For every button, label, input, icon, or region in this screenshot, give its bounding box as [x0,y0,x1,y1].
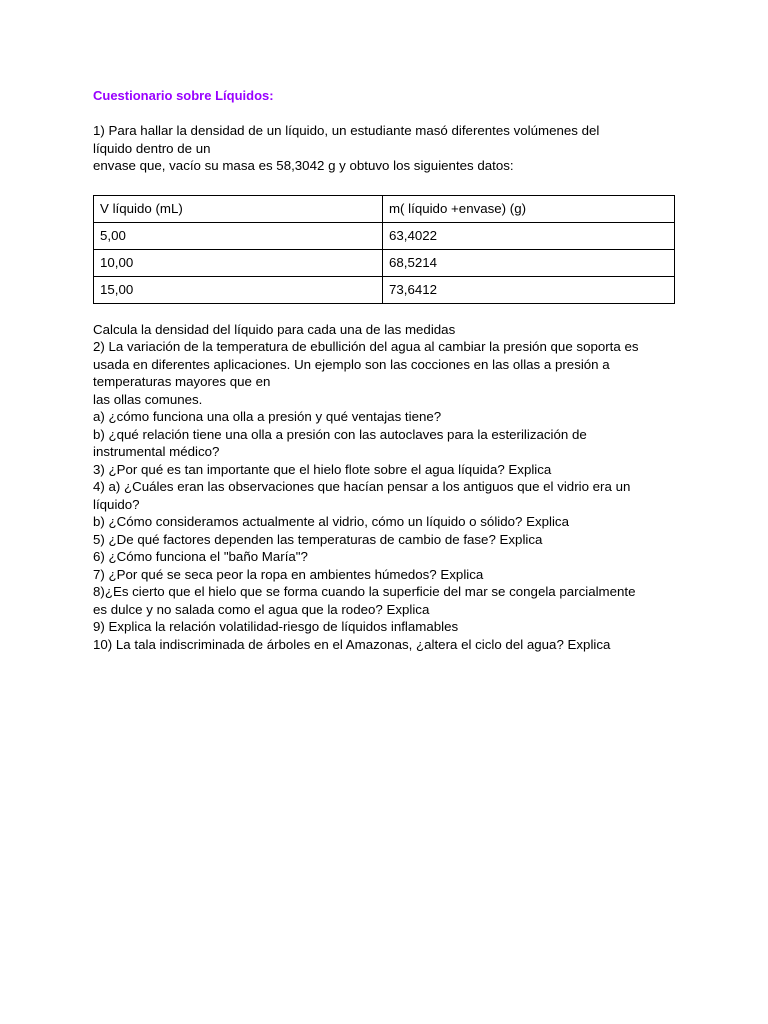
question-line: 5) ¿De qué factores dependen las temperaturas de cambio de fase? Explica [93,531,543,547]
question-line: 9) Explica la relación volatilidad-riesgo de líquidos inflamables [93,619,459,634]
cell-mass: 73,6412 [382,276,674,303]
question-line: 4) a) ¿Cuáles eran las observaciones que hacían pensar a los antiguos que el vidrio era un [93,479,631,494]
cell-mass: 68,5214 [382,249,674,276]
document-title: Cuestionario sobre Líquidos: [93,88,274,103]
question-1-intro [93,122,683,175]
table-row [94,222,675,249]
question-line: temperaturas mayores que en [93,374,271,389]
question-line: 6) ¿Cómo funciona el "baño María"? [93,549,308,564]
cell-volume: 15,00 [94,276,383,303]
question-line: es dulce y no salada como el agua que la rodeo? Explica [93,601,430,617]
questions-list [93,321,683,654]
intro-line: envase que, vacío su masa es 58,3042 g y obtuvo los siguientes datos: [93,158,514,173]
question-line: 2) La variación de la temperatura de ebullición del agua al cambiar la presión que soporta es [93,339,639,354]
cell-volume: 10,00 [94,249,383,276]
question-line: b) ¿Cómo consideramos actualmente al vidrio, cómo un líquido o sólido? Explica [93,514,569,529]
question-line: a) ¿cómo funciona una olla a presión y qué ventajas tiene? [93,409,442,424]
document-page [93,87,683,653]
data-table [93,195,675,304]
table-header-row [94,195,675,222]
cell-mass: 63,4022 [382,222,674,249]
intro-line: 1) Para hallar la densidad de un líquido, un estudiante masó diferentes volúmenes del [93,123,600,138]
header-volume: V líquido (mL) [94,195,383,222]
question-line: 10) La tala indiscriminada de árboles en el Amazonas, ¿altera el ciclo del agua? Explica [93,636,611,652]
table-row [94,249,675,276]
question-line: líquido? [93,496,140,512]
table-row [94,276,675,303]
question-line: instrumental médico? [93,444,220,459]
question-line: 8)¿Es cierto que el hielo que se forma cuando la superficie del mar se congela parcialmente [93,584,636,599]
question-line: usada en diferentes aplicaciones. Un ejemplo son las cocciones en las ollas a presión a [93,356,610,372]
question-line: Calcula la densidad del líquido para cada una de las medidas [93,321,456,337]
header-mass: m( líquido +envase) (g) [382,195,674,222]
question-line: 3) ¿Por qué es tan importante que el hielo flote sobre el agua líquida? Explica [93,461,552,477]
intro-line: líquido dentro de un [93,140,211,156]
question-line: b) ¿qué relación tiene una olla a presión con las autoclaves para la esterilización de [93,426,587,442]
cell-volume: 5,00 [94,222,383,249]
question-line: las ollas comunes. [93,391,203,407]
question-line: 7) ¿Por qué se seca peor la ropa en ambientes húmedos? Explica [93,566,484,582]
